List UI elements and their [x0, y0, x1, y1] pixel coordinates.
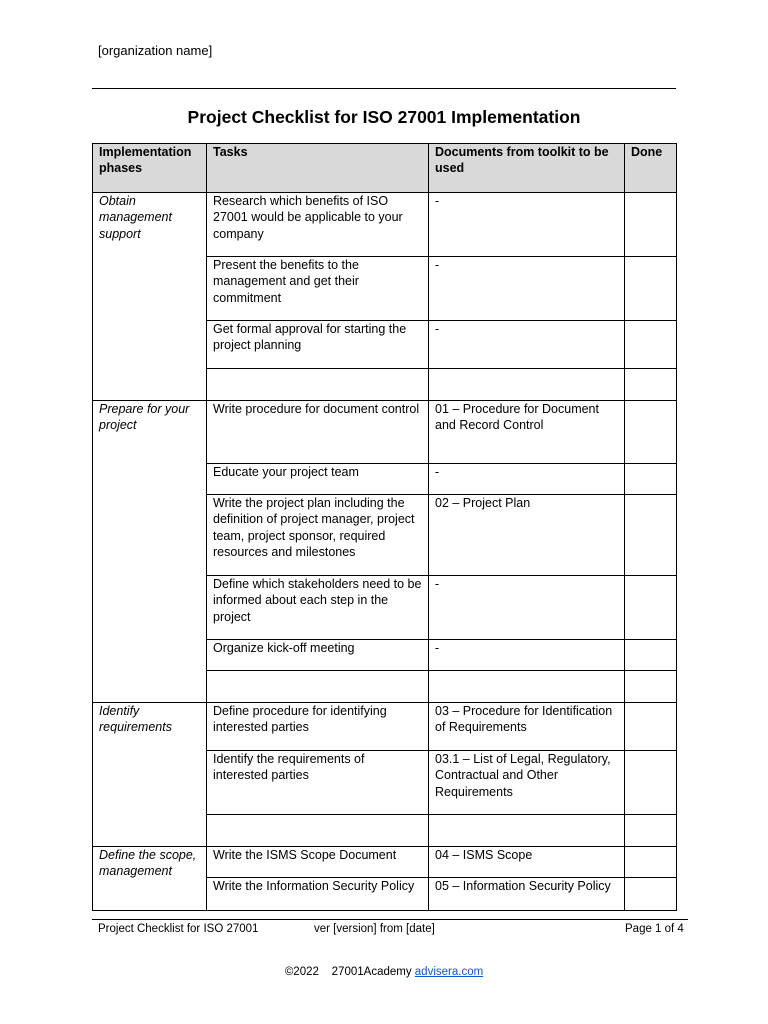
column-header-phases: Implementation phases — [93, 144, 207, 193]
table-row — [93, 401, 677, 464]
done-checkbox-cell[interactable] — [625, 193, 677, 257]
task-cell: Write procedure for document control — [207, 401, 429, 464]
task-cell: Identify the requirements of interested parties — [207, 751, 429, 815]
document-cell: 02 – Project Plan — [429, 495, 625, 576]
document-cell: - — [429, 193, 625, 257]
header-divider — [92, 88, 676, 89]
table-header-row — [93, 144, 677, 193]
task-cell: Write the project plan including the definition of project manager, project team, project sponsor, required resources and milestones — [207, 495, 429, 576]
table-row — [93, 193, 677, 257]
column-header-documents: Documents from toolkit to be used — [429, 144, 625, 193]
document-title: Project Checklist for ISO 27001 Implementation — [187, 107, 581, 127]
done-checkbox-cell[interactable] — [625, 576, 677, 640]
organization-name: [organization name] — [98, 43, 213, 58]
task-cell: Get formal approval for starting the project planning — [207, 321, 429, 369]
task-cell: Define procedure for identifying interested parties — [207, 703, 429, 751]
footer-document-name: Project Checklist for ISO 27001 — [98, 923, 259, 935]
footer-divider — [92, 919, 688, 920]
done-checkbox-cell[interactable] — [625, 847, 677, 878]
phase-cell: Prepare for your project — [93, 401, 207, 703]
document-cell: 05 – Information Security Policy — [429, 878, 625, 911]
document-cell: - — [429, 464, 625, 495]
document-cell: - — [429, 640, 625, 671]
task-cell: Define which stakeholders need to be informed about each step in the project — [207, 576, 429, 640]
copyright-text: ©2022 27001Academy — [284, 966, 415, 978]
footer-page-number: Page 1 of 4 — [625, 923, 684, 935]
table-row — [93, 703, 677, 751]
done-checkbox-cell[interactable] — [625, 878, 677, 911]
column-header-tasks: Tasks — [207, 144, 429, 193]
done-checkbox-cell[interactable] — [625, 671, 677, 703]
done-checkbox-cell[interactable] — [625, 257, 677, 321]
done-checkbox-cell[interactable] — [625, 464, 677, 495]
document-cell: - — [429, 257, 625, 321]
task-cell — [207, 815, 429, 847]
phase-cell: Define the scope, management — [93, 847, 207, 911]
done-checkbox-cell[interactable] — [625, 495, 677, 576]
document-cell — [429, 369, 625, 401]
document-cell — [429, 815, 625, 847]
task-cell — [207, 671, 429, 703]
done-checkbox-cell[interactable] — [625, 815, 677, 847]
document-cell: - — [429, 321, 625, 369]
phase-cell: Obtain management support — [93, 193, 207, 401]
advisera-link[interactable]: advisera.com — [414, 966, 484, 978]
task-cell: Educate your project team — [207, 464, 429, 495]
copyright-line — [0, 966, 768, 978]
done-checkbox-cell[interactable] — [625, 751, 677, 815]
task-cell: Organize kick-off meeting — [207, 640, 429, 671]
task-cell — [207, 369, 429, 401]
done-checkbox-cell[interactable] — [625, 640, 677, 671]
task-cell: Write the Information Security Policy — [207, 878, 429, 911]
document-cell — [429, 671, 625, 703]
task-cell: Research which benefits of ISO 27001 would be applicable to your company — [207, 193, 429, 257]
task-cell: Write the ISMS Scope Document — [207, 847, 429, 878]
table-row — [93, 847, 677, 878]
document-cell: 03 – Procedure for Identification of Requirements — [429, 703, 625, 751]
done-checkbox-cell[interactable] — [625, 703, 677, 751]
task-cell: Present the benefits to the management and get their commitment — [207, 257, 429, 321]
phase-cell: Identify requirements — [93, 703, 207, 847]
column-header-done: Done — [625, 144, 677, 193]
done-checkbox-cell[interactable] — [625, 401, 677, 464]
footer-version: ver [version] from [date] — [314, 923, 435, 935]
document-cell: 01 – Procedure for Document and Record Control — [429, 401, 625, 464]
document-cell: 04 – ISMS Scope — [429, 847, 625, 878]
document-cell: 03.1 – List of Legal, Regulatory, Contractual and Other Requirements — [429, 751, 625, 815]
done-checkbox-cell[interactable] — [625, 369, 677, 401]
document-cell: - — [429, 576, 625, 640]
done-checkbox-cell[interactable] — [625, 321, 677, 369]
checklist-table — [92, 143, 677, 911]
